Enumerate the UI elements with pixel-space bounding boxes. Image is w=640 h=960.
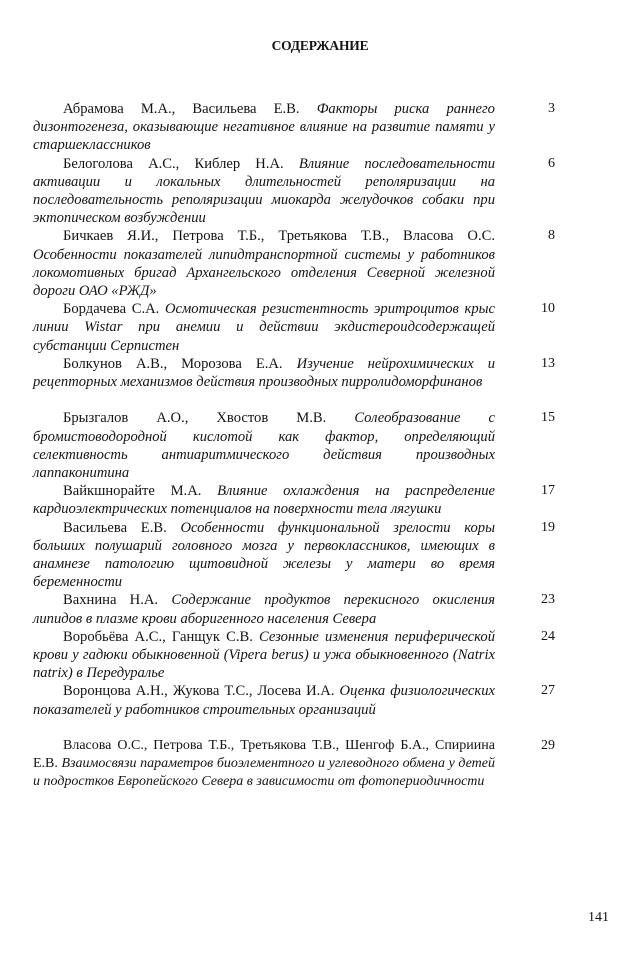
toc-entry <box>33 409 555 482</box>
toc-entry <box>33 100 555 155</box>
entry-page-number: 29 <box>541 737 555 753</box>
entry-title: Изучение нейрохимических и рецепторных механизмов действия производных пирролидоморфинанов <box>33 355 496 390</box>
toc-entry <box>33 300 555 355</box>
entry-title: Оценка физиологических показателей у работников строительных организаций <box>33 683 496 718</box>
toc-entry <box>33 355 555 410</box>
toc-entry <box>33 519 555 592</box>
entry-authors: Бордачева С.А. <box>63 301 160 318</box>
entry-page-number: 15 <box>541 410 555 426</box>
entry-page-number: 3 <box>548 101 555 116</box>
toc-entry <box>33 155 555 228</box>
entry-page-number: 10 <box>541 301 555 317</box>
entry-title: Солеобразование с бромистоводородной кислотой как фактор, определяющий селективность антиаритмического действия производных лаппаконитина <box>33 410 495 481</box>
entry-authors: Белоголова А.С., Киблер Н.А. <box>63 155 284 172</box>
toc-entry <box>33 591 555 627</box>
entry-authors: Брызгалов А.О., Хвостов М.В. <box>63 410 327 427</box>
table-of-contents <box>33 100 555 810</box>
page-title: СОДЕРЖАНИЕ <box>271 38 369 53</box>
entry-title: Влияние охлаждения на распределение кардиоэлектрических потенциалов на поверхности тела лягушки <box>33 483 496 518</box>
toc-entry <box>33 682 555 737</box>
entry-title: Осмотическая резистентность эритроцитов крыс линии Wistar при анемии и действии экдистероидсодержащей субстанции Серпистен <box>33 301 495 354</box>
entry-authors: Вахнина Н.А. <box>63 592 159 609</box>
entry-title: Сезонные изменения периферической крови у гадюки обыкновенной (Vipera berus) и ужа обыкновенного (Natrix natrix) в Передуралье <box>33 628 495 682</box>
entry-title: Взаимосвязи параметров биоэлементного и углеводного обмена у детей и подростков Европейского Севера в зависимости от фотопериодичности <box>33 756 495 790</box>
entry-title: Содержание продуктов перекисного окисления липидов в плазме крови аборигенного населения Севера <box>33 592 495 627</box>
toc-entry <box>33 482 555 518</box>
entry-title: Факторы риска раннего дизонтогенеза, оказывающие негативное влияние на развитие памяти у старшеклассников <box>33 101 495 154</box>
entry-page-number: 23 <box>541 592 555 608</box>
entry-authors: Воробьёва А.С., Ганщук С.В. <box>63 628 253 645</box>
entry-page-number: 17 <box>541 483 555 499</box>
entry-title: Особенности показателей липидтранспортной системы у работников локомотивных бригад Архангельского отделения Северной железной дороги ОАО «РЖД» <box>33 246 495 299</box>
toc-entry <box>33 628 555 683</box>
entry-authors: Вайкшнорайте М.А. <box>63 483 202 500</box>
entry-page-number: 6 <box>548 155 555 171</box>
page-number: 141 <box>588 910 609 925</box>
toc-entry <box>33 737 555 810</box>
entry-authors: Болкунов А.В., Морозова Е.А. <box>63 355 283 372</box>
entry-page-number: 24 <box>541 628 555 644</box>
entry-authors: Власова О.С., Петрова Т.Б., Третьякова Т.В., Шенгоф Б.А., Спириина Е.В. <box>33 737 495 772</box>
entry-authors: Воронцова А.Н., Жукова Т.С., Лосева И.А. <box>63 683 335 700</box>
entry-page-number: 19 <box>541 519 555 535</box>
entry-page-number: 13 <box>541 355 555 371</box>
entry-page-number: 27 <box>541 683 555 699</box>
entry-authors: Васильева Е.В. <box>63 519 167 536</box>
entry-authors: Бичкаев Я.И., Петрова Т.Б., Третьякова Т.В., Власова О.С. <box>63 228 495 245</box>
toc-entry <box>33 227 555 300</box>
entry-authors: Абрамова М.А., Васильева Е.В. <box>63 101 300 117</box>
entry-page-number: 8 <box>548 228 555 244</box>
entry-title: Особенности функциональной зрелости коры больших полушарий головного мозга у первоклассников, имеющих в анамнезе патологию щитовидной железы у матери во время беременности <box>33 519 495 591</box>
entry-title: Влияние последовательности активации и локальных длительностей реполяризации на последовательность реполяризации миокарда желудочков собаки при эктопическом возбуждении <box>33 155 496 227</box>
